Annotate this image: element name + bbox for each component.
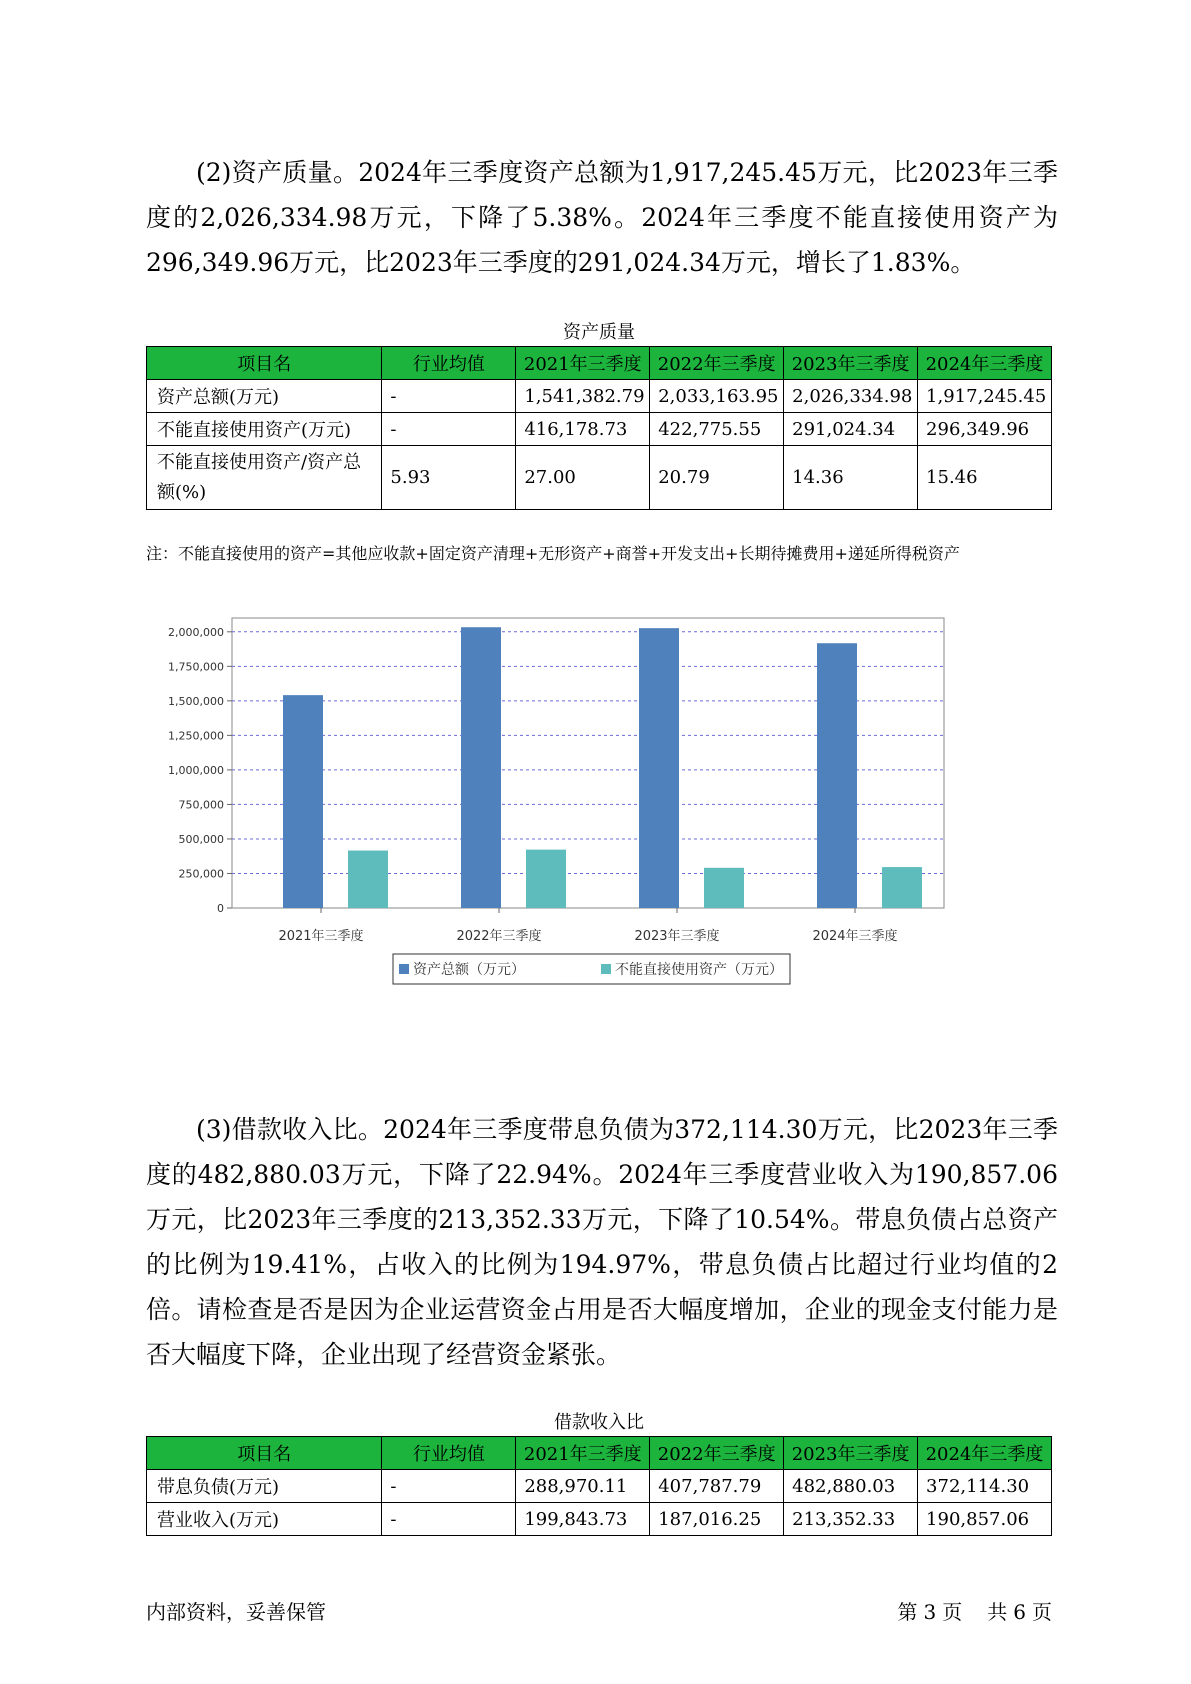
header-cell: 2021年三季度 (516, 1437, 650, 1470)
row-label: 不能直接使用资产(万元) (147, 413, 382, 446)
table-cell: 187,016.25 (650, 1503, 784, 1536)
footer-confidential: 内部资料，妥善保管 (146, 1600, 326, 1624)
table-row (147, 1503, 1052, 1536)
table-cell: 5.93 (382, 446, 516, 510)
table-note: 注：不能直接使用的资产=其他应收款+固定资产清理+无形资产+商誉+开发支出+长期待摊费用+递延所得税资产 (146, 544, 960, 563)
total-num: 6 (1013, 1600, 1026, 1624)
paragraph-text: (2)资产质量。2024年三季度资产总额为1,917,245.45万元，比2023年三季度的2,026,334.98万元，下降了5.38%。2024年三季度不能直接使用资产为296,349.96万元，比2023年三季度的291,024.34万元，增长了1.83%。 (146, 158, 1058, 277)
section-loan-income-paragraph (146, 1107, 1058, 1377)
bar-unusable-assets (704, 868, 744, 908)
asset-quality-chart (146, 614, 1052, 1074)
header-cell: 项目名 (147, 347, 382, 380)
table-caption: 借款收入比 (554, 1412, 644, 1433)
y-tick-label: 1,500,000 (168, 694, 224, 708)
table-cell: 416,178.73 (516, 413, 650, 446)
header-cell: 2023年三季度 (784, 1437, 918, 1470)
header-cell: 2022年三季度 (650, 347, 784, 380)
table-cell: - (382, 1503, 516, 1536)
table-cell: 288,970.11 (516, 1470, 650, 1503)
row-label: 带息负债(万元) (147, 1470, 382, 1503)
x-tick-label: 2023年三季度 (634, 929, 720, 944)
total-label: 共 (987, 1600, 1008, 1624)
table-cell: 190,857.06 (918, 1503, 1052, 1536)
loan-income-table (146, 1436, 1052, 1536)
bar-total-assets (283, 695, 323, 908)
table-cell: - (382, 380, 516, 413)
table-cell: 1,541,382.79 (516, 380, 650, 413)
table-cell: 14.36 (784, 446, 918, 510)
bar-total-assets (639, 628, 679, 908)
table-cell: - (382, 413, 516, 446)
legend-label: 资产总额（万元） (413, 962, 525, 978)
y-tick-label: 2,000,000 (168, 625, 224, 639)
table-cell: 296,349.96 (918, 413, 1052, 446)
table-cell: - (382, 1470, 516, 1503)
header-cell: 行业均值 (382, 347, 516, 380)
table-cell: 27.00 (516, 446, 650, 510)
table-header-row (147, 347, 1052, 380)
table-cell: 407,787.79 (650, 1470, 784, 1503)
footer-page-number (891, 1596, 1052, 1625)
y-tick-label: 0 (217, 902, 224, 915)
x-tick-label: 2024年三季度 (812, 929, 898, 944)
table-cell: 482,880.03 (784, 1470, 918, 1503)
legend-swatch (399, 964, 409, 974)
header-cell: 2021年三季度 (516, 347, 650, 380)
header-cell: 2024年三季度 (918, 1437, 1052, 1470)
page-label: 第 (897, 1600, 918, 1624)
bar-total-assets (817, 643, 857, 908)
legend-label: 不能直接使用资产（万元） (615, 962, 783, 978)
table-row (147, 446, 1052, 510)
row-label: 不能直接使用资产/资产总额(%) (147, 446, 382, 510)
table-cell: 213,352.33 (784, 1503, 918, 1536)
table-cell: 2,026,334.98 (784, 380, 918, 413)
paragraph-text: (3)借款收入比。2024年三季度带息负债为372,114.30万元，比2023年三季度的482,880.03万元，下降了22.94%。2024年三季度营业收入为190,857.06万元，比2023年三季度的213,352.33万元，下降了10.54%。带息负债占总资产的比例为19.41%，占收入的比例为194.97%，带息负债占比超过行业均值的2倍。请检查是否是因为企业运营资金占用是否大幅度增加，企业的现金支付能力是否大幅度下降，企业出现了经营资金紧张。 (146, 1115, 1058, 1369)
y-tick-label: 1,250,000 (168, 729, 224, 743)
section-asset-quality-paragraph (146, 150, 1058, 285)
y-tick-label: 500,000 (178, 832, 224, 846)
table-cell: 422,775.55 (650, 413, 784, 446)
legend-swatch (601, 964, 611, 974)
table-header-row (147, 1437, 1052, 1470)
header-cell: 项目名 (147, 1437, 382, 1470)
table-row (147, 380, 1052, 413)
bar-total-assets (461, 627, 501, 908)
header-cell: 行业均值 (382, 1437, 516, 1470)
table-caption: 资产质量 (563, 322, 635, 343)
y-tick-label: 1,000,000 (168, 763, 224, 777)
x-tick-label: 2022年三季度 (456, 929, 542, 944)
table-cell: 291,024.34 (784, 413, 918, 446)
bar-unusable-assets (526, 850, 566, 908)
total-label: 页 (1032, 1600, 1052, 1624)
page-label: 页 (942, 1600, 963, 1624)
table-cell: 199,843.73 (516, 1503, 650, 1536)
table-cell: 1,917,245.45 (918, 380, 1052, 413)
row-label: 营业收入(万元) (147, 1503, 382, 1536)
header-cell: 2023年三季度 (784, 347, 918, 380)
y-tick-label: 750,000 (178, 798, 224, 812)
bar-unusable-assets (882, 867, 922, 908)
row-label: 资产总额(万元) (147, 380, 382, 413)
table-cell: 372,114.30 (918, 1470, 1052, 1503)
asset-quality-table (146, 346, 1052, 510)
y-tick-label: 1,750,000 (168, 660, 224, 674)
table-cell: 15.46 (918, 446, 1052, 510)
table-cell: 20.79 (650, 446, 784, 510)
table-row (147, 413, 1052, 446)
page-num: 3 (923, 1600, 937, 1624)
header-cell: 2022年三季度 (650, 1437, 784, 1470)
table-row (147, 1470, 1052, 1503)
bar-unusable-assets (348, 851, 388, 908)
header-cell: 2024年三季度 (918, 347, 1052, 380)
y-tick-label: 250,000 (178, 867, 224, 881)
x-tick-label: 2021年三季度 (278, 929, 364, 944)
table-cell: 2,033,163.95 (650, 380, 784, 413)
